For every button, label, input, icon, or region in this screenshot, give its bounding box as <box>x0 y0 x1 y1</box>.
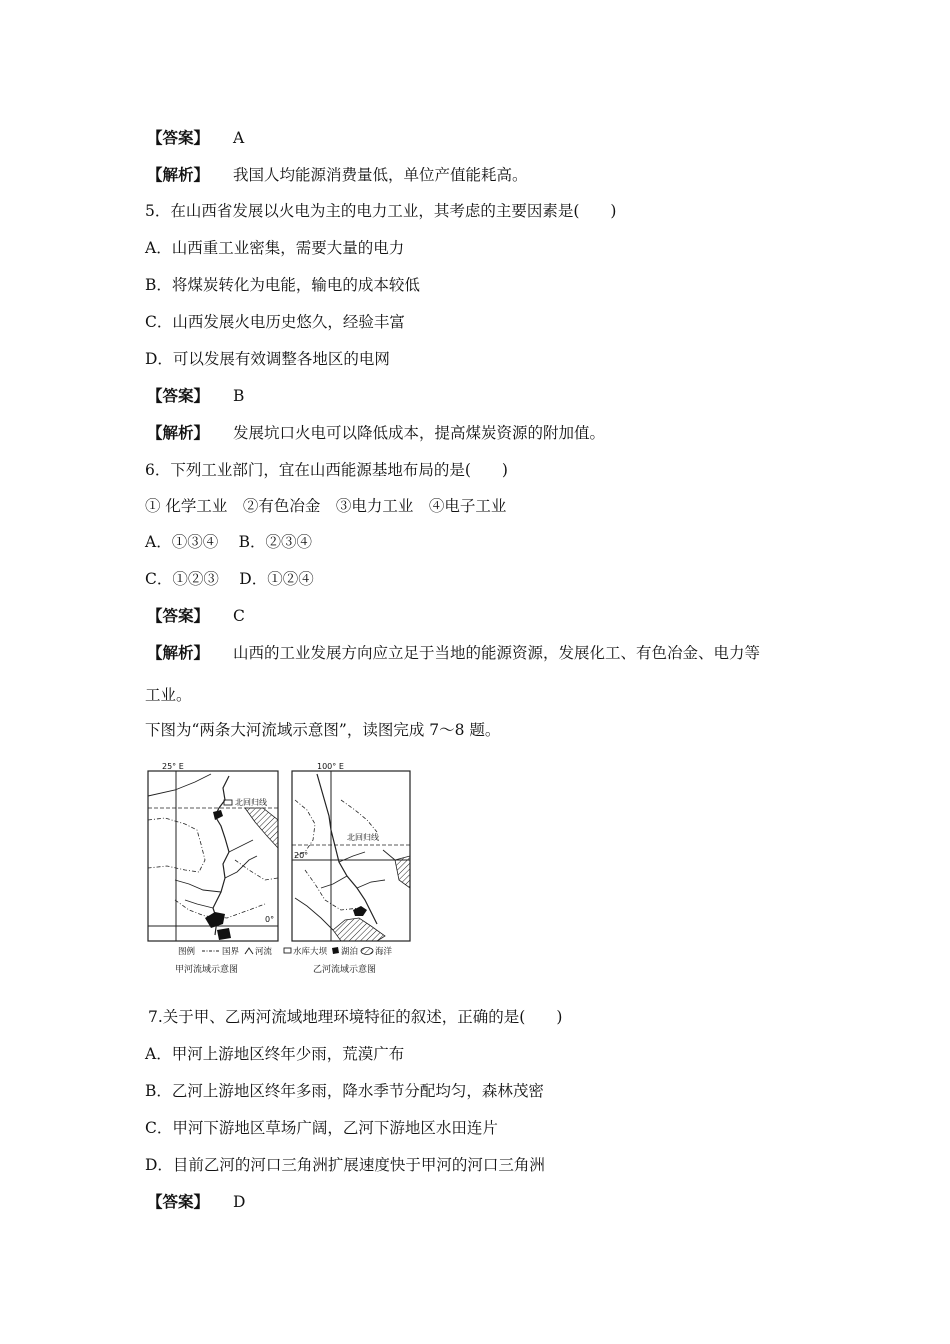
legend-lake-label: 湖泊 <box>341 947 359 957</box>
explanation-tag: 【解析】 <box>147 643 210 662</box>
answer-tag: 【答案】 <box>147 386 210 405</box>
explanation-text: 我国人均能源消费量低，单位产值能耗高。 <box>233 166 528 184</box>
answer-row-q6 <box>147 606 245 626</box>
map-b-border <box>305 870 359 910</box>
map-a-equator-label: 0° <box>265 915 275 924</box>
legend-ocean-icon <box>361 948 373 955</box>
legend-dam-icon <box>284 948 291 953</box>
answer-value: B <box>233 387 245 405</box>
answer-value: D <box>233 1193 246 1211</box>
map-a-longitude-label: 25° E <box>162 762 184 771</box>
map-a <box>148 762 278 975</box>
answer-row-q7 <box>147 1192 245 1212</box>
question-6-options-ab: A．①③④ B．②③④ <box>145 533 313 551</box>
map-a-lake <box>213 810 223 820</box>
answer-value: C <box>233 607 245 625</box>
map-a-tributary <box>185 900 213 908</box>
question-7-option-a: A．甲河上游地区终年少雨，荒漠广布 <box>145 1045 405 1063</box>
question-6-items: ① 化学工业 ②有色冶金 ③电力工业 ④电子工业 <box>145 497 507 515</box>
map-b-tributary <box>357 880 385 888</box>
question-5-stem: 5．在山西省发展以火电为主的电力工业，其考虑的主要因素是( ) <box>145 202 617 220</box>
map-a-caption: 甲河流域示意图 <box>175 965 239 975</box>
map-b-main-river <box>317 774 377 924</box>
explanation-text: 发展坑口火电可以降低成本，提高煤炭资源的附加值。 <box>233 424 606 442</box>
legend-ocean-label: 海洋 <box>375 947 393 957</box>
map-legend <box>178 946 393 957</box>
map-b-lake <box>353 906 367 916</box>
map-a-coastline <box>148 774 211 796</box>
question-7-option-b: B．乙河上游地区终年多雨，降水季节分配均匀，森林茂密 <box>145 1082 544 1100</box>
map-b-frame <box>292 771 410 941</box>
legend-river-icon <box>245 948 253 954</box>
map-b-tributary <box>321 876 347 888</box>
answer-row-q5 <box>147 386 244 406</box>
legend-border-label: 国界 <box>222 947 240 957</box>
map-b-sea-east <box>395 856 410 888</box>
map-b-coastline <box>383 850 395 860</box>
question-7-option-d: D．目前乙河的河口三角洲扩展速度快于甲河的河口三角洲 <box>145 1156 545 1174</box>
map-b-latitude-label: 20° <box>294 851 309 860</box>
explanation-row-q4 <box>147 165 528 185</box>
map-a-tributary <box>229 840 253 852</box>
explanation-tag: 【解析】 <box>147 165 210 184</box>
river-maps-svg <box>145 760 445 982</box>
legend-river-label: 河流 <box>255 947 273 957</box>
legend-dam-label: 水库大坝 <box>293 947 328 957</box>
map-a-tributary <box>225 856 257 878</box>
map-a-dam-icon <box>224 800 232 805</box>
map-b <box>292 762 410 975</box>
question-6-options-cd: C．①②③ D．①②④ <box>145 570 314 588</box>
map-a-border <box>235 860 278 880</box>
map-b-coastline <box>295 898 333 930</box>
map-b-tropic-label: 北回归线 <box>347 833 379 842</box>
figure-intro: 下图为“两条大河流域示意图”，读图完成 7～8 题。 <box>145 721 501 739</box>
explanation-tag: 【解析】 <box>147 423 210 442</box>
answer-tag: 【答案】 <box>147 128 210 147</box>
question-5-option-a: A．山西重工业密集，需要大量的电力 <box>145 239 405 257</box>
question-5-option-c: C．山西发展火电历史悠久，经验丰富 <box>145 313 405 331</box>
legend-title: 图例 <box>178 947 196 957</box>
answer-tag: 【答案】 <box>147 1192 210 1211</box>
river-basins-figure <box>145 760 445 982</box>
question-5-option-b: B．将煤炭转化为电能，输电的成本较低 <box>145 276 420 294</box>
question-7-stem: 7.关于甲、乙两河流域地理环境特征的叙述，正确的是( ) <box>148 1008 563 1026</box>
explanation-row-q5 <box>147 423 605 443</box>
map-a-tributary <box>175 880 221 892</box>
map-b-border <box>341 800 377 832</box>
map-a-tropic-label: 北回归线 <box>235 798 267 807</box>
map-b-border <box>295 800 315 856</box>
map-b-longitude-label: 100° E <box>317 762 344 771</box>
answer-tag: 【答案】 <box>147 606 210 625</box>
answer-row-q4 <box>147 128 244 148</box>
explanation-row-q6 <box>147 643 760 663</box>
answer-value: A <box>233 129 245 147</box>
question-7-option-c: C．甲河下游地区草场广阔，乙河下游地区水田连片 <box>145 1119 498 1137</box>
map-b-caption: 乙河流域示意图 <box>313 965 377 975</box>
question-5-option-d: D．可以发展有效调整各地区的电网 <box>145 350 390 368</box>
explanation-continuation: 工业。 <box>145 686 192 704</box>
legend-lake-icon <box>332 947 339 954</box>
explanation-text: 山西的工业发展方向应立足于当地的能源资源，发展化工、有色冶金、电力等 <box>233 644 761 662</box>
question-6-stem: 6．下列工业部门，宜在山西能源基地布局的是( ) <box>145 461 508 479</box>
map-a-lake <box>217 928 231 940</box>
map-b-sea-south <box>333 918 385 941</box>
